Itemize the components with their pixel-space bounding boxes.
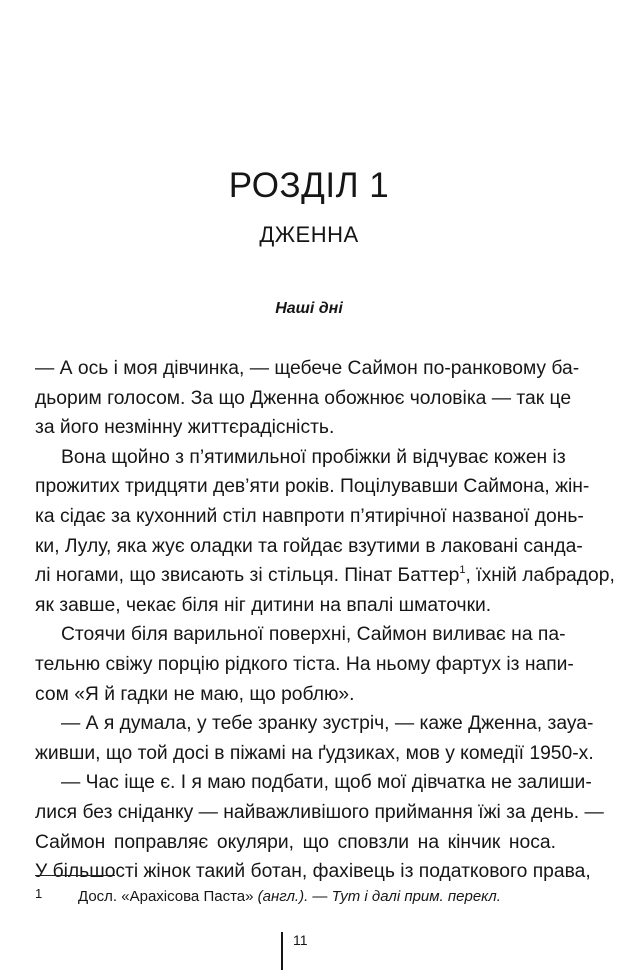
- text-line: — А ось і моя дівчинка, — щебече Саймон по-ранковому ба-: [35, 358, 580, 379]
- text-line: прожитих тридцяти дев’яти років. Поцілувавши Саймона, жін-: [35, 476, 590, 498]
- text-line: живши, що той досі в піжамі на ґудзиках, мов у комедії 1950-х.: [35, 742, 594, 764]
- footnote-number: 1: [35, 886, 43, 901]
- text-line: Вона щойно з п’ятимильної пробіжки й відчуває кожен із: [61, 446, 566, 468]
- text-line: лися без сніданку — найважливішого приймання їжі за день. —: [35, 801, 604, 823]
- text-line: Саймон поправляє окуляри, що сповзли на кінчик носа.: [35, 831, 556, 853]
- text-fragment: лі ногами, що звисають зі стільця. Пінат Баттер: [35, 565, 460, 587]
- page-number-divider: [281, 932, 283, 970]
- footnote-divider: [35, 875, 115, 876]
- body-text: [35, 354, 615, 887]
- text-line: ка сідає за кухонний стіл навпроти п’ятирічної названої донь-: [35, 505, 584, 527]
- text-line: дьорим голосом. За що Дженна обожнює чоловіка — так це: [35, 387, 572, 409]
- footnote-text: Досл. «Арахісова Паста»: [78, 888, 258, 905]
- text-line: за його незмінну життєрадісність.: [35, 417, 335, 439]
- text-line: У більшості жінок такий ботан, фахівець із податкового права,: [35, 861, 591, 883]
- footnote-text-italic: (англ.). — Тут і далі прим. перекл.: [257, 888, 501, 905]
- text-fragment: , їхній лабрадор,: [465, 565, 615, 587]
- footnote: [35, 886, 575, 905]
- text-line: Стоячи біля варильної поверхні, Саймон виливає на па-: [61, 624, 566, 646]
- text-line: сом «Я й гадки не маю, що роблю».: [35, 683, 355, 705]
- chapter-subtitle: ДЖЕННА: [259, 222, 359, 247]
- text-line: — Час іще є. І я маю подбати, щоб мої дівчатка не залиши-: [61, 772, 592, 794]
- text-line: тельню свіжу порцію рідкого тіста. На ньому фартух із напи-: [35, 653, 574, 675]
- text-line: як завше, чекає біля ніг дитини на впалі шматочки.: [35, 594, 492, 616]
- text-line-with-footnote: [35, 561, 615, 591]
- chapter-title: РОЗДІЛ 1: [228, 166, 390, 205]
- text-line: — А я думала, у тебе зранку зустріч, — каже Дженна, зауа-: [61, 713, 594, 735]
- text-line: ки, Лулу, яка жує оладки та гойдає взутими в лаковані санда-: [35, 535, 583, 557]
- footnote-marker: 1: [459, 564, 466, 577]
- page-number: 11: [293, 932, 308, 948]
- section-heading: Наші дні: [275, 300, 343, 317]
